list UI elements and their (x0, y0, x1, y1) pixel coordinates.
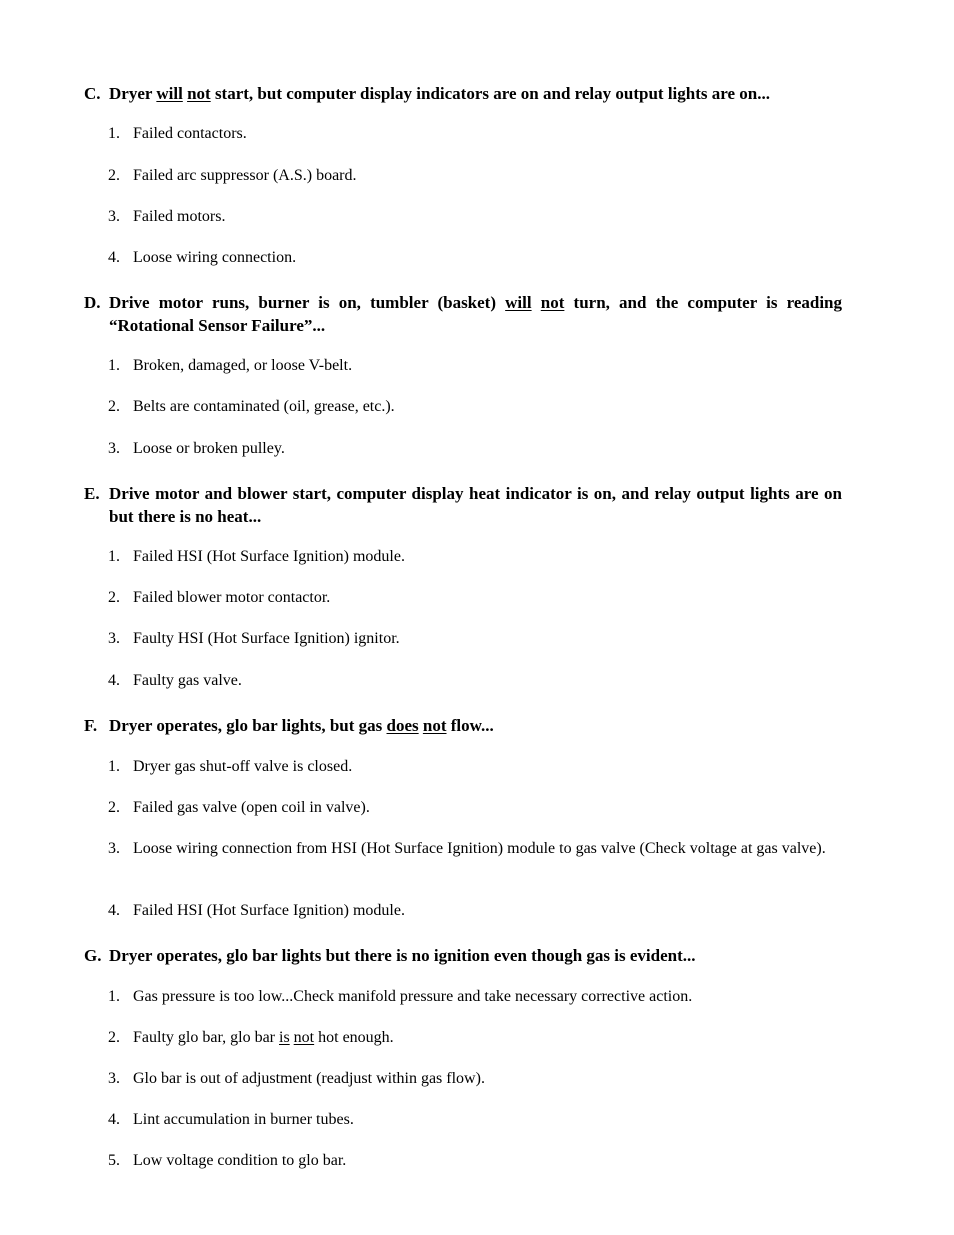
item-number: 2. (108, 799, 120, 816)
section-heading-text (109, 946, 696, 965)
cause-item (84, 547, 842, 567)
item-number: 1. (108, 125, 120, 142)
cause-item (84, 248, 842, 268)
list-item (84, 1069, 842, 1089)
item-text (133, 208, 225, 225)
text-run: turn, and the computer is reading “Rotational Sensor Failure”... (109, 293, 843, 335)
underlined-word: not (540, 293, 565, 312)
text-run: Loose or broken pulley. (133, 440, 285, 457)
item-number: 1. (108, 357, 120, 374)
cause-item (84, 1151, 842, 1171)
list-item (84, 439, 842, 459)
list-item (84, 757, 842, 777)
cause-item (84, 798, 842, 818)
item-text (133, 440, 285, 457)
section-letter: F. (84, 716, 98, 735)
list-item (84, 588, 842, 608)
text-run: Failed HSI (Hot Surface Ignition) module. (133, 902, 405, 919)
list-item (84, 987, 842, 1007)
cause-item (84, 671, 842, 691)
section-heading-text (109, 484, 842, 526)
cause-item (84, 356, 842, 376)
text-run: Dryer (109, 84, 157, 103)
list-item (84, 1110, 842, 1130)
underlined-word: will (505, 293, 532, 312)
item-text (133, 1070, 485, 1087)
text-run: Dryer gas shut-off valve is closed. (133, 758, 353, 775)
section-heading-text (109, 293, 842, 335)
text-run: Low voltage condition to glo bar. (133, 1152, 347, 1169)
item-number: 4. (108, 902, 120, 919)
item-text (133, 548, 405, 565)
list-item (84, 839, 842, 859)
text-run: Failed gas valve (open coil in valve). (133, 799, 370, 816)
item-text (133, 1111, 354, 1128)
section-heading (84, 944, 842, 967)
troubleshooting-section (84, 291, 842, 337)
text-run: Lint accumulation in burner tubes. (133, 1111, 354, 1128)
section-heading-text (109, 84, 770, 103)
section-letter: G. (84, 946, 102, 965)
cause-item (84, 397, 842, 417)
item-text (133, 167, 357, 184)
item-number: 3. (108, 840, 120, 857)
text-run: Broken, damaged, or loose V-belt. (133, 357, 353, 374)
item-text (133, 988, 692, 1005)
text-run: Belts are contaminated (oil, grease, etc.). (133, 398, 395, 415)
list-item (84, 207, 842, 227)
item-number: 3. (108, 1070, 120, 1087)
item-number: 3. (108, 208, 120, 225)
item-text (133, 799, 370, 816)
section-heading (84, 482, 842, 528)
item-text (133, 902, 405, 919)
item-number: 1. (108, 758, 120, 775)
cause-item (84, 987, 842, 1007)
item-text (133, 672, 242, 689)
cause-item (84, 901, 842, 921)
cause-item (84, 439, 842, 459)
list-item (84, 901, 842, 921)
text-run: Failed contactors. (133, 125, 247, 142)
cause-item (84, 1028, 842, 1048)
underlined-word: is (279, 1029, 290, 1046)
section-letter: D. (84, 293, 101, 312)
underlined-word: will (156, 84, 183, 103)
cause-item (84, 1069, 842, 1089)
troubleshooting-section (84, 944, 842, 967)
section-letter: E. (84, 484, 100, 503)
section-letter: C. (84, 84, 101, 103)
cause-item (84, 588, 842, 608)
troubleshooting-section (84, 82, 842, 105)
underlined-word: not (187, 84, 211, 103)
text-run: Faulty gas valve. (133, 672, 242, 689)
section-heading (84, 291, 842, 337)
text-run: Drive motor and blower start, computer display heat indicator is on, and relay output lights are on but there is no heat... (109, 484, 842, 526)
text-run: Failed motors. (133, 208, 226, 225)
item-text (133, 398, 395, 415)
text-run: Failed HSI (Hot Surface Ignition) module. (133, 548, 405, 565)
underlined-word: not (422, 716, 447, 735)
list-item (84, 166, 842, 186)
item-text (133, 249, 296, 266)
text-run: Gas pressure is too low...Check manifold pressure and take necessary corrective action. (133, 988, 693, 1005)
underlined-word: does (386, 716, 419, 735)
item-number: 4. (108, 249, 120, 266)
cause-item (84, 124, 842, 144)
item-number: 1. (108, 548, 120, 565)
item-number: 2. (108, 589, 120, 606)
item-number: 3. (108, 440, 120, 457)
item-text (133, 589, 330, 606)
text-run: Drive motor runs, burner is on, tumbler (basket) (109, 293, 506, 312)
section-heading (84, 82, 842, 105)
item-text (133, 357, 352, 374)
item-number: 4. (108, 672, 120, 689)
text-run: Dryer operates, glo bar lights, but gas (109, 716, 387, 735)
text-run: Loose wiring connection from HSI (Hot Surface Ignition) module to gas valve (Check voltage at gas valve). (133, 840, 826, 857)
cause-item (84, 629, 842, 649)
underlined-word: not (293, 1029, 315, 1046)
list-item (84, 671, 842, 691)
troubleshooting-section (84, 482, 842, 528)
text-run: start, but computer display indicators are on and relay output lights are on... (210, 84, 771, 103)
text-run: flow... (446, 716, 494, 735)
item-text (133, 125, 247, 142)
cause-item (84, 207, 842, 227)
list-item (84, 1151, 842, 1171)
item-text (133, 758, 352, 775)
list-item (84, 356, 842, 376)
list-item (84, 248, 842, 268)
list-item (84, 547, 842, 567)
list-item (84, 629, 842, 649)
cause-item (84, 166, 842, 186)
item-number: 5. (108, 1152, 120, 1169)
text-run: Dryer operates, glo bar lights but there is no ignition even though gas is evident... (109, 946, 696, 965)
list-item (84, 124, 842, 144)
item-text (133, 1152, 346, 1169)
item-number: 4. (108, 1111, 120, 1128)
list-item (84, 397, 842, 417)
text-run: Glo bar is out of adjustment (readjust within gas flow). (133, 1070, 485, 1087)
section-heading (84, 714, 842, 737)
item-number: 2. (108, 398, 120, 415)
item-text (133, 840, 826, 857)
text-run: Loose wiring connection. (133, 249, 297, 266)
text-run: Failed arc suppressor (A.S.) board. (133, 167, 357, 184)
section-heading-text (109, 716, 494, 735)
text-run: hot enough. (314, 1029, 394, 1046)
item-number: 2. (108, 167, 120, 184)
cause-item (84, 757, 842, 777)
item-text (133, 630, 400, 647)
cause-item (84, 1110, 842, 1130)
text-run: Faulty glo bar, glo bar (133, 1029, 279, 1046)
item-text (133, 1029, 394, 1046)
text-run: Faulty HSI (Hot Surface Ignition) ignitor. (133, 630, 400, 647)
cause-item (84, 839, 842, 859)
item-number: 2. (108, 1029, 120, 1046)
list-item (84, 1028, 842, 1048)
item-number: 1. (108, 988, 120, 1005)
list-item (84, 798, 842, 818)
item-number: 3. (108, 630, 120, 647)
text-run: Failed blower motor contactor. (133, 589, 331, 606)
troubleshooting-section (84, 714, 842, 737)
text-run (532, 293, 541, 312)
